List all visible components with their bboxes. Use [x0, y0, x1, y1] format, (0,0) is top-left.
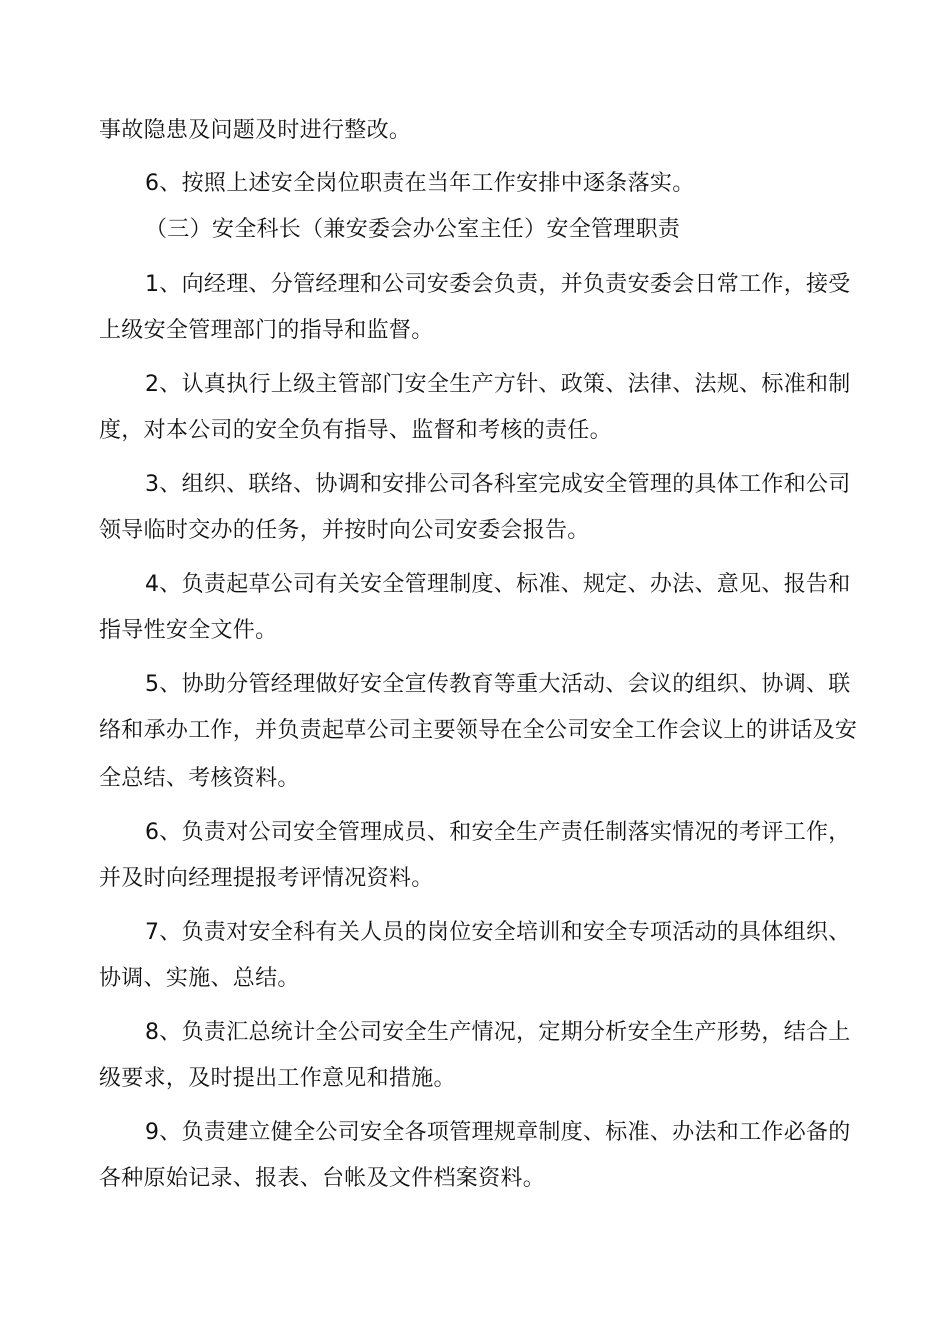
paragraph-item-6b-line-2: 并及时向经理提报考评情况资料。	[99, 866, 434, 891]
paragraph-item-7-line-2: 协调、实施、总结。	[99, 966, 300, 991]
paragraph-continuation: 事故隐患及问题及时进行整改。	[99, 118, 412, 143]
paragraph-item-3-line-2: 领导临时交办的任务，并按时向公司安委会报告。	[99, 518, 590, 543]
paragraph-item-4-line-2: 指导性安全文件。	[99, 618, 278, 643]
paragraph-item-2-line-2: 度，对本公司的安全负有指导、监督和考核的责任。	[99, 418, 612, 443]
paragraph-item-5-line-2: 络和承办工作，并负责起草公司主要领导在全公司安全工作会议上的讲话及安	[99, 718, 858, 743]
paragraph-item-4-line-1: 4、负责起草公司有关安全管理制度、标准、规定、办法、意见、报告和	[145, 572, 851, 597]
paragraph-item-5-line-3: 全总结、考核资料。	[99, 766, 300, 791]
paragraph-item-6: 6、按照上述安全岗位职责在当年工作安排中逐条落实。	[145, 171, 695, 196]
paragraph-item-5-line-1: 5、协助分管经理做好安全宣传教育等重大活动、会议的组织、协调、联	[145, 672, 851, 697]
paragraph-item-1-line-1: 1、向经理、分管经理和公司安委会负责，并负责安委会日常工作，接受	[145, 272, 851, 297]
paragraph-item-2-line-1: 2、认真执行上级主管部门安全生产方针、政策、法律、法规、标准和制	[145, 372, 851, 397]
paragraph-item-3-line-1: 3、组织、联络、协调和安排公司各科室完成安全管理的具体工作和公司	[145, 472, 851, 497]
paragraph-item-8-line-2: 级要求，及时提出工作意见和措施。	[99, 1066, 456, 1091]
paragraph-item-8-line-1: 8、负责汇总统计全公司安全生产情况，定期分析安全生产形势，结合上	[145, 1020, 851, 1045]
paragraph-item-9-line-2: 各种原始记录、报表、台帐及文件档案资料。	[99, 1166, 546, 1191]
paragraph-item-7-line-1: 7、负责对安全科有关人员的岗位安全培训和安全专项活动的具体组织、	[145, 920, 851, 945]
paragraph-item-1-line-2: 上级安全管理部门的指导和监督。	[99, 318, 434, 343]
paragraph-item-9-line-1: 9、负责建立健全公司安全各项管理规章制度、标准、办法和工作必备的	[145, 1120, 851, 1145]
paragraph-item-6b-line-1: 6、负责对公司安全管理成员、和安全生产责任制落实情况的考评工作，	[145, 820, 851, 845]
section-heading: （三）安全科长（兼安委会办公室主任）安全管理职责	[145, 217, 681, 242]
